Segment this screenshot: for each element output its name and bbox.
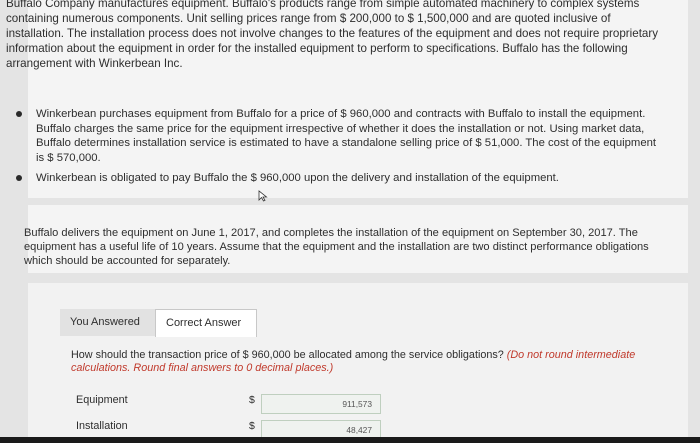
currency-symbol: $ — [249, 394, 255, 406]
list-item — [14, 107, 664, 165]
problem-intro: Buffalo Company manufactures equipment. Buffalo's products range from simple automated machinery to complex systems containing numerous components. Unit selling prices range from $ 200,000 to $ 1,500,000 and are quoted inclusive of installation. The installation process does not involve changes to the features of the equipment and does not require proprietary information about the equipment in order for the installed equipment to perform to specifications. Buffalo has the following arrangement with Winkerbean Inc. — [6, 0, 659, 70]
scenario-text: Buffalo delivers the equipment on June 1, 2017, and completes the installation of the equipment on September 30, 2017. The equipment has a useful life of 10 years. Assume that the equipment and the installation are two distinct performance obligations which should be accounted for separately. — [24, 227, 649, 268]
tab-you-answered[interactable]: You Answered — [60, 309, 156, 336]
bottom-edge — [0, 437, 700, 443]
question-text — [71, 349, 661, 375]
currency-symbol: $ — [249, 420, 255, 432]
mouse-cursor-icon — [258, 190, 268, 202]
rounding-note: (Do not round intermediate calculations. Round final answers to 0 decimal places.) — [71, 349, 636, 374]
list-item-text: Winkerbean purchases equipment from Buffalo for a price of $ 960,000 and contracts with Buffalo to install the equipment. Buffalo charges the same price for the equipment irrespective of whether it does the installation or not. Using market data, Buffalo determines installation service is estimated to have a standalone selling price of $ 51,000. The cost of the equipment is $ 570,000. — [36, 108, 657, 164]
tab-correct-answer[interactable]: Correct Answer — [155, 309, 257, 337]
equipment-amount-field[interactable]: 911,573 — [261, 394, 381, 414]
installation-amount-field[interactable]: 48,427 — [261, 420, 381, 440]
installation-label: Installation — [76, 420, 128, 432]
bullet-icon — [16, 111, 22, 117]
list-item-text: Winkerbean is obligated to pay Buffalo the $ 960,000 upon the delivery and installation of the equipment. — [36, 172, 559, 185]
list-item — [14, 171, 664, 186]
bullet-icon — [16, 175, 22, 181]
equipment-label: Equipment — [76, 394, 128, 406]
arrangement-list — [14, 107, 664, 192]
question-prompt: How should the transaction price of $ 960,000 be allocated among the service obligations? — [71, 349, 504, 361]
